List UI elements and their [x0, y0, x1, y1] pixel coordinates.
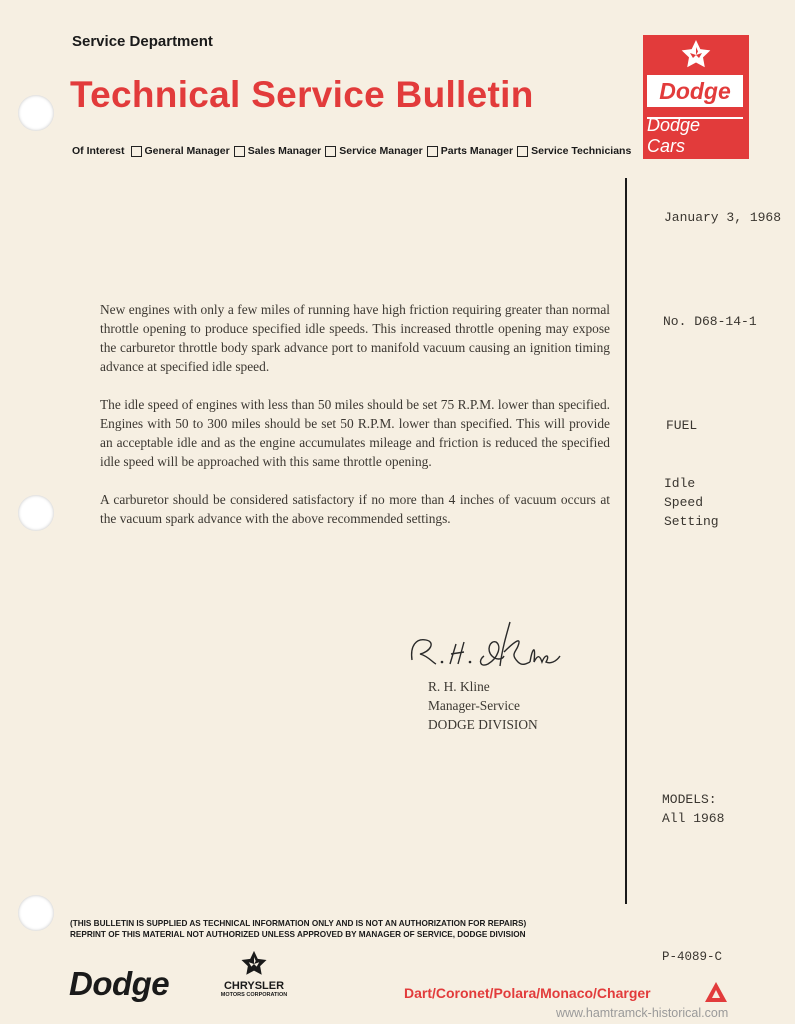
interest-option-sales-manager — [232, 145, 322, 157]
checkbox — [234, 146, 245, 157]
interest-option-parts-manager — [425, 145, 513, 157]
dodge-logo-box — [643, 35, 749, 159]
disclaimer-line: REPRINT OF THIS MATERIAL NOT AUTHORIZED UNLESS APPROVED BY MANAGER OF SERVICE, DODGE DIVISION — [70, 930, 526, 939]
option-label: Parts Manager — [440, 145, 514, 157]
subject-line: Speed — [664, 495, 704, 510]
signature-block — [428, 677, 538, 734]
chrysler-logo — [214, 950, 294, 1000]
bulletin-subject — [664, 474, 719, 531]
signer-name: R. H. Kline — [428, 679, 490, 694]
models-label: MODELS: — [662, 792, 717, 807]
checkbox — [517, 146, 528, 157]
form-number: P-4089-C — [662, 950, 723, 964]
pentastar-icon — [680, 39, 712, 71]
subject-line: Idle — [664, 476, 696, 491]
bulletin-body — [100, 300, 610, 547]
disclaimer-line: (THIS BULLETIN IS SUPPLIED AS TECHNICAL INFORMATION ONLY AND IS NOT AN AUTHORIZATION FOR REPAIRS) — [70, 919, 527, 928]
body-paragraph: The idle speed of engines with less than 50 miles should be set 75 R.P.M. lower than specified. Engines with 50 to 300 miles should be set 50 R.P.M. lower than specified. This will provide an acceptable idle and as the engine accumulates mileage and friction is reduced the specified idle speed will be approached with this same throttle opening. — [100, 397, 610, 469]
interest-option-general-manager — [129, 145, 230, 157]
models-value: All 1968 — [662, 811, 725, 826]
logo-brand-panel — [647, 75, 743, 107]
department-label: Service Department — [72, 33, 213, 50]
chrysler-name: CHRYSLER — [223, 980, 285, 992]
chrysler-subtitle: MOTORS CORPORATION — [220, 992, 288, 998]
option-label: Service Manager — [339, 145, 423, 157]
checkbox — [427, 146, 438, 157]
bulletin-date: January 3, 1968 — [664, 210, 782, 225]
binder-hole-middle — [18, 495, 54, 531]
bulletin-category: FUEL — [666, 418, 698, 433]
bulletin-number: No. D68-14-1 — [663, 314, 757, 329]
subject-line: Setting — [664, 514, 719, 529]
handwritten-signature — [406, 616, 566, 672]
logo-subtitle: Dodge Cars — [647, 115, 701, 156]
signer-position: Manager-Service — [428, 698, 520, 713]
option-label: Sales Manager — [247, 145, 322, 157]
delta-triangle-icon — [704, 980, 728, 1004]
option-label: Service Technicians — [531, 145, 632, 157]
binder-hole-bottom — [18, 895, 54, 931]
checkbox — [325, 146, 336, 157]
signer-division: DODGE DIVISION — [428, 717, 538, 732]
body-paragraph: New engines with only a few miles of running have high friction requiring greater than normal throttle opening to produce specified idle speeds. This increased throttle opening may expose the carburetor throttle body spark advance port to manifold vacuum causing an ignition timing advance at specified idle speed. — [100, 302, 610, 374]
interest-option-service-technicians — [515, 145, 631, 157]
column-divider — [625, 178, 627, 904]
model-lineup: Dart/Coronet/Polara/Monaco/Charger — [404, 985, 651, 1001]
interest-label: Of Interest — [72, 145, 125, 157]
logo-brand: Dodge — [659, 77, 731, 104]
checkbox — [131, 146, 142, 157]
pentastar-icon — [240, 950, 268, 978]
interest-checklist — [72, 145, 633, 157]
bulletin-title: Technical Service Bulletin — [70, 74, 534, 115]
website-watermark: www.hamtramck-historical.com — [556, 1006, 729, 1020]
dodge-wordmark: Dodge — [69, 965, 170, 1002]
footer-disclaimer — [70, 918, 526, 940]
models-block — [662, 790, 724, 828]
logo-subtitle-panel — [647, 115, 743, 156]
body-paragraph: A carburetor should be considered satisfactory if no more than 4 inches of vacuum occurs at the vacuum spark advance with the above recommended settings. — [100, 492, 610, 526]
interest-option-service-manager — [323, 145, 422, 157]
binder-hole-top — [18, 95, 54, 131]
option-label: General Manager — [144, 145, 230, 157]
